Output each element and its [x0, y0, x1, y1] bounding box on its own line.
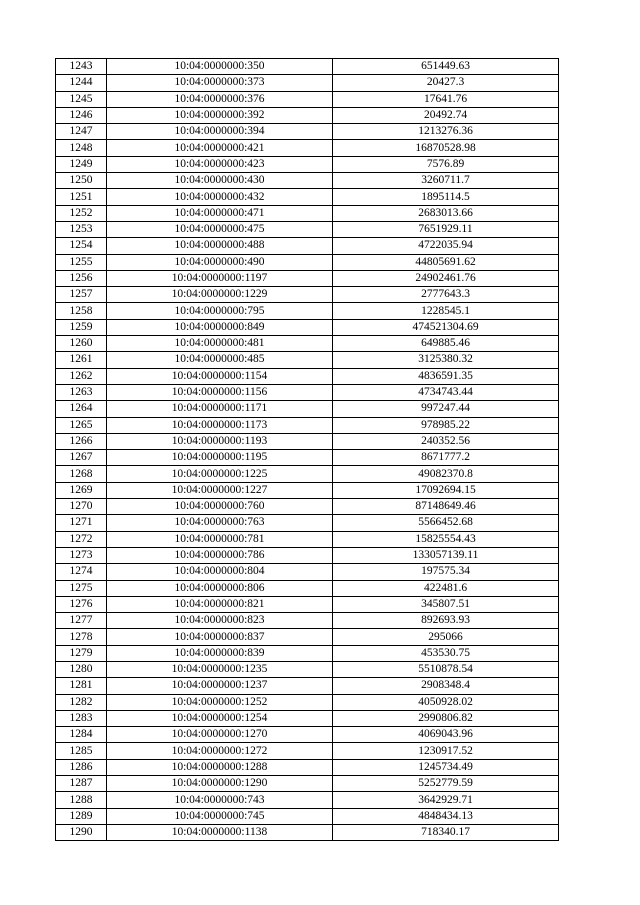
row-number-cell: 1285: [56, 743, 107, 759]
cadastral-number-cell: 10:04:0000000:1154: [107, 368, 333, 384]
row-number-cell: 1254: [56, 238, 107, 254]
cadastral-number-cell: 10:04:0000000:1252: [107, 694, 333, 710]
cadastral-number-cell: 10:04:0000000:1237: [107, 678, 333, 694]
value-cell: 24902461.76: [333, 270, 559, 286]
table-body: [56, 59, 559, 841]
cadastral-number-cell: 10:04:0000000:743: [107, 792, 333, 808]
value-cell: 16870528.98: [333, 140, 559, 156]
table-row: [56, 450, 559, 466]
table-row: [56, 59, 559, 75]
row-number-cell: 1259: [56, 319, 107, 335]
table-row: [56, 776, 559, 792]
cadastral-number-cell: 10:04:0000000:781: [107, 531, 333, 547]
row-number-cell: 1244: [56, 75, 107, 91]
table-row: [56, 140, 559, 156]
table-row: [56, 808, 559, 824]
table-row: [56, 792, 559, 808]
table-row: [56, 743, 559, 759]
table-row: [56, 287, 559, 303]
cadastral-number-cell: 10:04:0000000:490: [107, 254, 333, 270]
row-number-cell: 1247: [56, 124, 107, 140]
row-number-cell: 1267: [56, 450, 107, 466]
value-cell: 2777643.3: [333, 287, 559, 303]
table-row: [56, 107, 559, 123]
row-number-cell: 1250: [56, 173, 107, 189]
row-number-cell: 1266: [56, 433, 107, 449]
table-row: [56, 433, 559, 449]
value-cell: 2683013.66: [333, 205, 559, 221]
cadastral-number-cell: 10:04:0000000:485: [107, 352, 333, 368]
cadastral-number-cell: 10:04:0000000:786: [107, 547, 333, 563]
table-row: [56, 613, 559, 629]
table-row: [56, 384, 559, 400]
value-cell: 3642929.71: [333, 792, 559, 808]
value-cell: 1213276.36: [333, 124, 559, 140]
value-cell: 422481.6: [333, 580, 559, 596]
cadastral-number-cell: 10:04:0000000:804: [107, 564, 333, 580]
row-number-cell: 1277: [56, 613, 107, 629]
table-row: [56, 759, 559, 775]
cadastral-number-cell: 10:04:0000000:421: [107, 140, 333, 156]
row-number-cell: 1246: [56, 107, 107, 123]
value-cell: 997247.44: [333, 401, 559, 417]
cadastral-number-cell: 10:04:0000000:763: [107, 515, 333, 531]
cadastral-number-cell: 10:04:0000000:475: [107, 221, 333, 237]
value-cell: 718340.17: [333, 824, 559, 840]
cadastral-number-cell: 10:04:0000000:745: [107, 808, 333, 824]
table-row: [56, 303, 559, 319]
row-number-cell: 1257: [56, 287, 107, 303]
value-cell: 17641.76: [333, 91, 559, 107]
value-cell: 5566452.68: [333, 515, 559, 531]
table-row: [56, 727, 559, 743]
row-number-cell: 1283: [56, 710, 107, 726]
cadastral-number-cell: 10:04:0000000:481: [107, 336, 333, 352]
cadastral-number-cell: 10:04:0000000:432: [107, 189, 333, 205]
cadastral-number-cell: 10:04:0000000:1229: [107, 287, 333, 303]
table-row: [56, 466, 559, 482]
row-number-cell: 1284: [56, 727, 107, 743]
cadastral-number-cell: 10:04:0000000:392: [107, 107, 333, 123]
cadastral-number-cell: 10:04:0000000:350: [107, 59, 333, 75]
row-number-cell: 1275: [56, 580, 107, 596]
row-number-cell: 1258: [56, 303, 107, 319]
row-number-cell: 1268: [56, 466, 107, 482]
row-number-cell: 1261: [56, 352, 107, 368]
cadastral-number-cell: 10:04:0000000:806: [107, 580, 333, 596]
row-number-cell: 1273: [56, 547, 107, 563]
value-cell: 8671777.2: [333, 450, 559, 466]
value-cell: 17092694.15: [333, 482, 559, 498]
value-cell: 978985.22: [333, 417, 559, 433]
value-cell: 3125380.32: [333, 352, 559, 368]
table-row: [56, 336, 559, 352]
value-cell: 44805691.62: [333, 254, 559, 270]
value-cell: 1895114.5: [333, 189, 559, 205]
value-cell: 1230917.52: [333, 743, 559, 759]
table-row: [56, 254, 559, 270]
value-cell: 4722035.94: [333, 238, 559, 254]
value-cell: 892693.93: [333, 613, 559, 629]
row-number-cell: 1270: [56, 499, 107, 515]
row-number-cell: 1252: [56, 205, 107, 221]
table-row: [56, 75, 559, 91]
cadastral-number-cell: 10:04:0000000:1272: [107, 743, 333, 759]
row-number-cell: 1282: [56, 694, 107, 710]
table-row: [56, 678, 559, 694]
cadastral-number-cell: 10:04:0000000:423: [107, 156, 333, 172]
table-row: [56, 189, 559, 205]
cadastral-number-cell: 10:04:0000000:373: [107, 75, 333, 91]
row-number-cell: 1279: [56, 645, 107, 661]
value-cell: 1245734.49: [333, 759, 559, 775]
value-cell: 197575.34: [333, 564, 559, 580]
value-cell: 133057139.11: [333, 547, 559, 563]
row-number-cell: 1243: [56, 59, 107, 75]
row-number-cell: 1265: [56, 417, 107, 433]
cadastral-number-cell: 10:04:0000000:376: [107, 91, 333, 107]
cadastral-number-cell: 10:04:0000000:1227: [107, 482, 333, 498]
table-row: [56, 156, 559, 172]
table-row: [56, 694, 559, 710]
cadastral-number-cell: 10:04:0000000:1138: [107, 824, 333, 840]
row-number-cell: 1280: [56, 661, 107, 677]
table-row: [56, 221, 559, 237]
cadastral-number-cell: 10:04:0000000:471: [107, 205, 333, 221]
table-row: [56, 319, 559, 335]
row-number-cell: 1255: [56, 254, 107, 270]
value-cell: 295066: [333, 629, 559, 645]
row-number-cell: 1269: [56, 482, 107, 498]
row-number-cell: 1262: [56, 368, 107, 384]
value-cell: 2990806.82: [333, 710, 559, 726]
table-row: [56, 124, 559, 140]
cadastral-number-cell: 10:04:0000000:1195: [107, 450, 333, 466]
value-cell: 345807.51: [333, 596, 559, 612]
value-cell: 651449.63: [333, 59, 559, 75]
table-row: [56, 173, 559, 189]
table-row: [56, 270, 559, 286]
table-row: [56, 205, 559, 221]
table-row: [56, 238, 559, 254]
row-number-cell: 1281: [56, 678, 107, 694]
cadastral-number-cell: 10:04:0000000:1254: [107, 710, 333, 726]
row-number-cell: 1263: [56, 384, 107, 400]
value-cell: 4848434.13: [333, 808, 559, 824]
cadastral-number-cell: 10:04:0000000:1197: [107, 270, 333, 286]
row-number-cell: 1256: [56, 270, 107, 286]
value-cell: 4734743.44: [333, 384, 559, 400]
value-cell: 2908348.4: [333, 678, 559, 694]
cadastral-number-cell: 10:04:0000000:795: [107, 303, 333, 319]
table-row: [56, 564, 559, 580]
row-number-cell: 1249: [56, 156, 107, 172]
row-number-cell: 1253: [56, 221, 107, 237]
value-cell: 4069043.96: [333, 727, 559, 743]
table-row: [56, 710, 559, 726]
data-table: [55, 58, 559, 841]
row-number-cell: 1276: [56, 596, 107, 612]
row-number-cell: 1290: [56, 824, 107, 840]
cadastral-number-cell: 10:04:0000000:1225: [107, 466, 333, 482]
cadastral-number-cell: 10:04:0000000:1193: [107, 433, 333, 449]
value-cell: 20492.74: [333, 107, 559, 123]
table-row: [56, 482, 559, 498]
cadastral-number-cell: 10:04:0000000:394: [107, 124, 333, 140]
row-number-cell: 1272: [56, 531, 107, 547]
table-row: [56, 531, 559, 547]
table-row: [56, 401, 559, 417]
cadastral-number-cell: 10:04:0000000:1173: [107, 417, 333, 433]
table-row: [56, 580, 559, 596]
value-cell: 20427.3: [333, 75, 559, 91]
row-number-cell: 1271: [56, 515, 107, 531]
table-row: [56, 596, 559, 612]
cadastral-number-cell: 10:04:0000000:1171: [107, 401, 333, 417]
value-cell: 1228545.1: [333, 303, 559, 319]
value-cell: 87148649.46: [333, 499, 559, 515]
cadastral-number-cell: 10:04:0000000:1290: [107, 776, 333, 792]
cadastral-number-cell: 10:04:0000000:839: [107, 645, 333, 661]
value-cell: 7651929.11: [333, 221, 559, 237]
value-cell: 3260711.7: [333, 173, 559, 189]
value-cell: 49082370.8: [333, 466, 559, 482]
cadastral-number-cell: 10:04:0000000:821: [107, 596, 333, 612]
table-row: [56, 824, 559, 840]
value-cell: 453530.75: [333, 645, 559, 661]
table-row: [56, 515, 559, 531]
value-cell: 15825554.43: [333, 531, 559, 547]
cadastral-number-cell: 10:04:0000000:849: [107, 319, 333, 335]
value-cell: 240352.56: [333, 433, 559, 449]
row-number-cell: 1274: [56, 564, 107, 580]
row-number-cell: 1286: [56, 759, 107, 775]
row-number-cell: 1289: [56, 808, 107, 824]
table-row: [56, 629, 559, 645]
table-row: [56, 499, 559, 515]
table-row: [56, 661, 559, 677]
value-cell: 4836591.35: [333, 368, 559, 384]
table-row: [56, 368, 559, 384]
value-cell: 474521304.69: [333, 319, 559, 335]
row-number-cell: 1245: [56, 91, 107, 107]
value-cell: 5252779.59: [333, 776, 559, 792]
cadastral-number-cell: 10:04:0000000:1235: [107, 661, 333, 677]
cadastral-number-cell: 10:04:0000000:760: [107, 499, 333, 515]
value-cell: 5510878.54: [333, 661, 559, 677]
cadastral-number-cell: 10:04:0000000:823: [107, 613, 333, 629]
cadastral-number-cell: 10:04:0000000:837: [107, 629, 333, 645]
table-row: [56, 645, 559, 661]
row-number-cell: 1251: [56, 189, 107, 205]
table-row: [56, 417, 559, 433]
table-row: [56, 547, 559, 563]
row-number-cell: 1248: [56, 140, 107, 156]
row-number-cell: 1288: [56, 792, 107, 808]
value-cell: 649885.46: [333, 336, 559, 352]
row-number-cell: 1287: [56, 776, 107, 792]
cadastral-number-cell: 10:04:0000000:1288: [107, 759, 333, 775]
table-row: [56, 352, 559, 368]
cadastral-number-cell: 10:04:0000000:1270: [107, 727, 333, 743]
cadastral-number-cell: 10:04:0000000:430: [107, 173, 333, 189]
cadastral-number-cell: 10:04:0000000:1156: [107, 384, 333, 400]
row-number-cell: 1264: [56, 401, 107, 417]
row-number-cell: 1260: [56, 336, 107, 352]
cadastral-number-cell: 10:04:0000000:488: [107, 238, 333, 254]
value-cell: 4050928.02: [333, 694, 559, 710]
row-number-cell: 1278: [56, 629, 107, 645]
table-row: [56, 91, 559, 107]
value-cell: 7576.89: [333, 156, 559, 172]
